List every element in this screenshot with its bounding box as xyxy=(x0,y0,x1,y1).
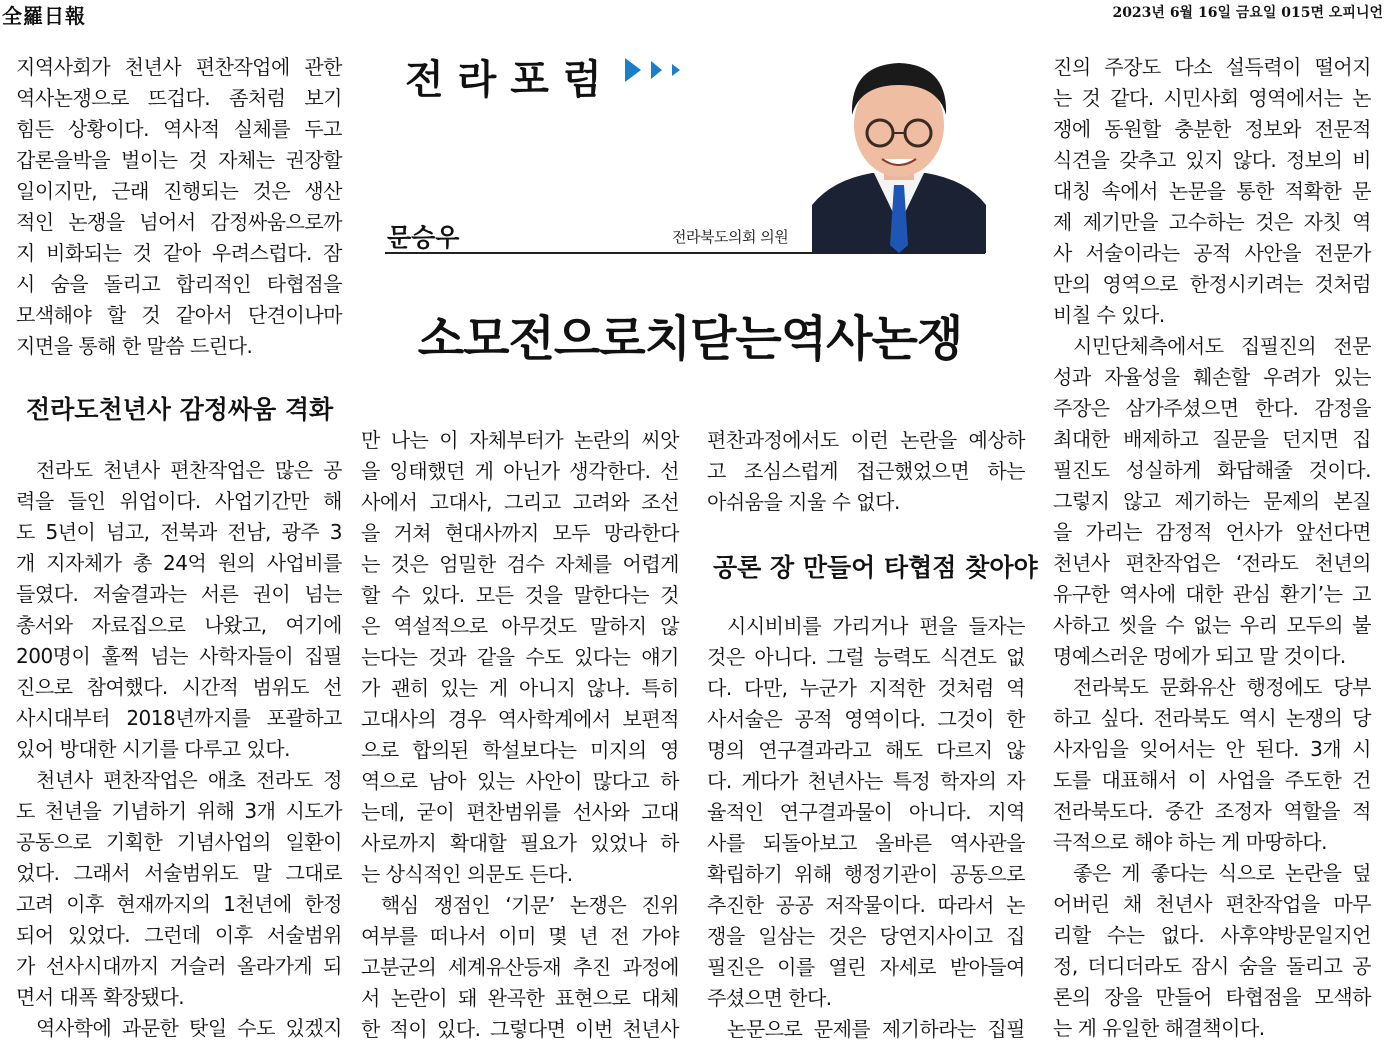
text-line: 전라북도 문화유산 행정에도 당부 xyxy=(1073,675,1371,699)
text-line: 비칠 수 있다. xyxy=(1053,303,1165,327)
text-line: 역사학에 과문한 탓일 수도 있겠지 xyxy=(36,1016,342,1040)
text-line: 제 제기만을 고수하는 것은 자칫 역 xyxy=(1053,210,1371,234)
text-line: 다. 게다가 천년사는 특정 학자의 자 xyxy=(707,769,1025,793)
text-line: 전라북도다. 중간 조정자 역할을 적 xyxy=(1053,799,1371,823)
text-line: 서 논란이 돼 완곡한 표현으로 대체 xyxy=(361,986,679,1010)
text-line: 만의 영역으로 한정시키려는 것처럼 xyxy=(1053,272,1371,296)
text-line: 쟁에 동원할 충분한 정보와 전문적 xyxy=(1053,117,1371,141)
text-line: 는 게 유일한 해결책이다. xyxy=(1053,1016,1265,1040)
text-line: 사로까지 확대할 필요가 있었나 하 xyxy=(361,831,679,855)
text-line: 그렇지 않고 제기하는 문제의 본질 xyxy=(1053,489,1371,513)
author-photo xyxy=(812,55,986,253)
arrow-icons xyxy=(625,58,680,82)
text-line: 을 가리는 감정적 언사가 앞선다면 xyxy=(1053,520,1371,544)
text-line: 전라도 천년사 편찬작업은 많은 공 xyxy=(36,458,342,482)
text-line: 한 적이 있다. 그렇다면 이번 천년사 xyxy=(361,1017,679,1041)
text-line: 는데, 굳이 편찬범위를 선사와 고대 xyxy=(361,800,679,824)
text-line: 공동으로 기획한 기념사업의 일환이 xyxy=(16,830,342,854)
text-line: 지역사회가 천년사 편찬작업에 관한 xyxy=(16,55,342,79)
column-3-intro xyxy=(707,425,1025,518)
text-line: 핵심 쟁점인 ‘기문’ 논쟁은 진위 xyxy=(381,893,679,917)
text-line: 성과 자율성을 훼손할 우려가 있는 xyxy=(1053,365,1371,389)
text-line: 최대한 배제하고 질문을 던지면 집 xyxy=(1053,427,1371,451)
text-line: 사자임을 잊어서는 안 된다. 3개 시 xyxy=(1053,737,1371,761)
arrow-icon xyxy=(651,61,662,79)
column-4-body xyxy=(1053,52,1371,1044)
text-line: 되어 있었다. 그런데 이후 서술범위 xyxy=(16,923,342,947)
text-line: 할 수 있다. 모든 것을 말한다는 것 xyxy=(361,583,679,607)
text-line: 고 조심스럽게 접근했었으면 하는 xyxy=(707,459,1025,483)
text-line: 식견을 갖추고 있지 않다. 정보의 비 xyxy=(1053,148,1371,172)
text-line: 은 역설적으로 아무것도 말하지 않 xyxy=(361,614,679,638)
text-line: 는 것은 엄밀한 검수 자체를 어렵게 xyxy=(361,552,679,576)
text-line: 추진한 공공 저작물이다. 따라서 논 xyxy=(707,893,1025,917)
text-line: 만 나는 이 자체부터가 논란의 씨앗 xyxy=(361,428,679,452)
text-line: 가 선사시대까지 거슬러 올라가게 되 xyxy=(16,954,342,978)
text-line: 면서 대폭 확장됐다. xyxy=(16,985,185,1009)
text-line: 사서술은 공적 영역이다. 그것이 한 xyxy=(707,707,1025,731)
text-line: 필진은 이를 열린 자세로 받아들여 xyxy=(707,955,1025,979)
column-3-body xyxy=(707,611,1025,1045)
text-line: 사에서 고대사, 그리고 고려와 조선 xyxy=(361,490,679,514)
text-line: 지면을 통해 한 말씀 드린다. xyxy=(16,334,253,358)
text-line: 것은 아니다. 그럴 능력도 식견도 없 xyxy=(707,645,1025,669)
column-1-intro xyxy=(16,52,342,362)
text-line: 도를 대표해서 이 사업을 주도한 건 xyxy=(1053,768,1371,792)
text-line: 확립하기 위해 행정기관이 공동으로 xyxy=(707,862,1025,886)
text-line: 력을 들인 위업이다. 사업기간만 해 xyxy=(16,489,342,513)
text-line: 편찬과정에서도 이런 논란을 예상하 xyxy=(707,428,1025,452)
text-line: 천년사 편찬작업은 애초 전라도 정 xyxy=(36,768,342,792)
text-line: 모색해야 할 것 같아서 단견이나마 xyxy=(16,303,342,327)
text-line: 일이지만, 근래 진행되는 것은 생산 xyxy=(16,179,342,203)
text-line: 시시비비를 가리거나 편을 들자는 xyxy=(727,614,1025,638)
text-line: 적인 논쟁을 넘어서 감정싸움으로까 xyxy=(16,210,342,234)
text-line: 극적으로 해야 하는 게 마땅하다. xyxy=(1053,830,1327,854)
text-line: 론의 장을 만들어 타협점을 모색하 xyxy=(1053,985,1371,1009)
arrow-icon xyxy=(625,58,641,82)
text-line: 진의 주장도 다소 설득력이 떨어지 xyxy=(1053,55,1371,79)
text-line: 좋은 게 좋다는 식으로 논란을 덮 xyxy=(1073,861,1371,885)
text-line: 고분군의 세계유산등재 추진 과정에 xyxy=(361,955,679,979)
text-line: 도 천년을 기념하기 위해 3개 시도가 xyxy=(16,799,342,823)
text-line: 주셨으면 한다. xyxy=(707,986,832,1010)
text-line: 는 것 같다. 시민사회 영역에서는 논 xyxy=(1053,86,1371,110)
text-line: 율적인 연구결과물이 아니다. 지역 xyxy=(707,800,1025,824)
text-line: 논문으로 문제를 제기하라는 집필 xyxy=(727,1017,1025,1041)
series-title: 전라포럼 xyxy=(405,57,616,103)
text-line: 으로 합의된 학설보다는 미지의 영 xyxy=(361,738,679,762)
text-line: 아쉬움을 지울 수 없다. xyxy=(707,490,900,514)
text-line: 힘든 상황이다. 역사적 실체를 두고 xyxy=(16,117,342,141)
text-line: 진으로 참여했다. 시간적 범위도 선 xyxy=(16,675,342,699)
text-line: 역사논쟁으로 뜨겁다. 좀처럼 보기 xyxy=(16,86,342,110)
column-2-body xyxy=(361,425,679,1045)
text-line: 리할 수는 없다. 사후약방문일지언 xyxy=(1053,923,1371,947)
text-line: 필진도 성실하게 화답해줄 것이다. xyxy=(1053,458,1371,482)
author-name: 문승우 xyxy=(387,223,460,252)
text-line: 있어 방대한 시기를 다루고 있다. xyxy=(16,737,290,761)
text-line: 정, 더디더라도 잠시 숨을 돌리고 공 xyxy=(1053,954,1371,978)
text-line: 고대사의 경우 역사학계에서 보편적 xyxy=(361,707,679,731)
text-line: 을 거쳐 현대사까지 모두 망라한다 xyxy=(361,521,679,545)
text-line: 고려 이후 현재까지의 1천년에 한정 xyxy=(16,892,342,916)
text-line: 명의 연구결과라고 해도 다르지 않 xyxy=(707,738,1025,762)
text-line: 지 비화되는 것 같아 우려스럽다. 잠 xyxy=(16,241,342,265)
text-line: 200명이 훌쩍 넘는 사학자들이 집필 xyxy=(16,644,342,668)
text-line: 을 잉태했던 게 아닌가 생각한다. 선 xyxy=(361,459,679,483)
text-line: 사시대부터 2018년까지를 포괄하고 xyxy=(16,706,342,730)
text-line: 사 서술이라는 공적 사안을 전문가 xyxy=(1053,241,1371,265)
text-line: 도 5년이 넘고, 전북과 전남, 광주 3 xyxy=(16,520,342,544)
dateline: 2023년 6월 16일 금요일 015면 오피니언 xyxy=(1112,5,1383,21)
text-line: 하고 싶다. 전라북도 역시 논쟁의 당 xyxy=(1053,706,1371,730)
column-1-body xyxy=(16,455,342,1044)
text-line: 명예스러운 멍에가 되고 말 것이다. xyxy=(1053,644,1346,668)
text-line: 주장은 삼가주셨으면 한다. 감정을 xyxy=(1053,396,1371,420)
author-role: 전라북도의회 의원 xyxy=(672,228,789,246)
text-line: 시민단체측에서도 집필진의 전문 xyxy=(1073,334,1371,358)
text-line: 천년사 편찬작업은 ‘전라도 천년의 xyxy=(1053,551,1371,575)
text-line: 는 상식적인 의문도 든다. xyxy=(361,862,573,886)
text-line: 어버린 채 천년사 편찬작업을 마무 xyxy=(1053,892,1371,916)
text-line: 쟁을 일삼는 것은 당연지사이고 집 xyxy=(707,924,1025,948)
text-line: 유구한 역사에 대한 관심 환기’는 고 xyxy=(1053,582,1371,606)
text-line: 는다는 것과 같을 수도 있다는 얘기 xyxy=(361,645,679,669)
text-line: 사하고 씻을 수 없는 우리 모두의 불 xyxy=(1053,613,1371,637)
text-line: 대칭 속에서 논문을 통한 적확한 문 xyxy=(1053,179,1371,203)
text-line: 들였다. 저술결과는 서른 권이 넘는 xyxy=(16,582,342,606)
text-line: 여부를 떠나서 이미 몇 년 전 가야 xyxy=(361,924,679,948)
subheading-1: 전라도천년사 감정싸움 격화 xyxy=(26,395,334,424)
text-line: 사를 되돌아보고 올바른 역사관을 xyxy=(707,831,1025,855)
arrow-icon xyxy=(672,64,680,76)
text-line: 총서와 자료집으로 나왔고, 여기에 xyxy=(16,613,342,637)
newspaper-masthead: 全羅日報 xyxy=(2,4,86,28)
text-line: 가 괜히 있는 게 아니지 않나. 특히 xyxy=(361,676,679,700)
text-line: 개 지자체가 총 24억 원의 사업비를 xyxy=(16,551,342,575)
article-headline: 소모전으로치닫는역사논쟁 xyxy=(417,311,963,367)
text-line: 시 숨을 돌리고 합리적인 타협점을 xyxy=(16,272,342,296)
text-line: 갑론을박을 벌이는 것 자체는 권장할 xyxy=(16,148,342,172)
subheading-2: 공론 장 만들어 타협점 찾아야 xyxy=(713,553,1038,582)
text-line: 었다. 그래서 서술범위도 말 그대로 xyxy=(16,861,342,885)
text-line: 다. 다만, 누군가 지적한 것처럼 역 xyxy=(707,676,1025,700)
text-line: 역으로 남아 있는 사안이 많다고 하 xyxy=(361,769,679,793)
